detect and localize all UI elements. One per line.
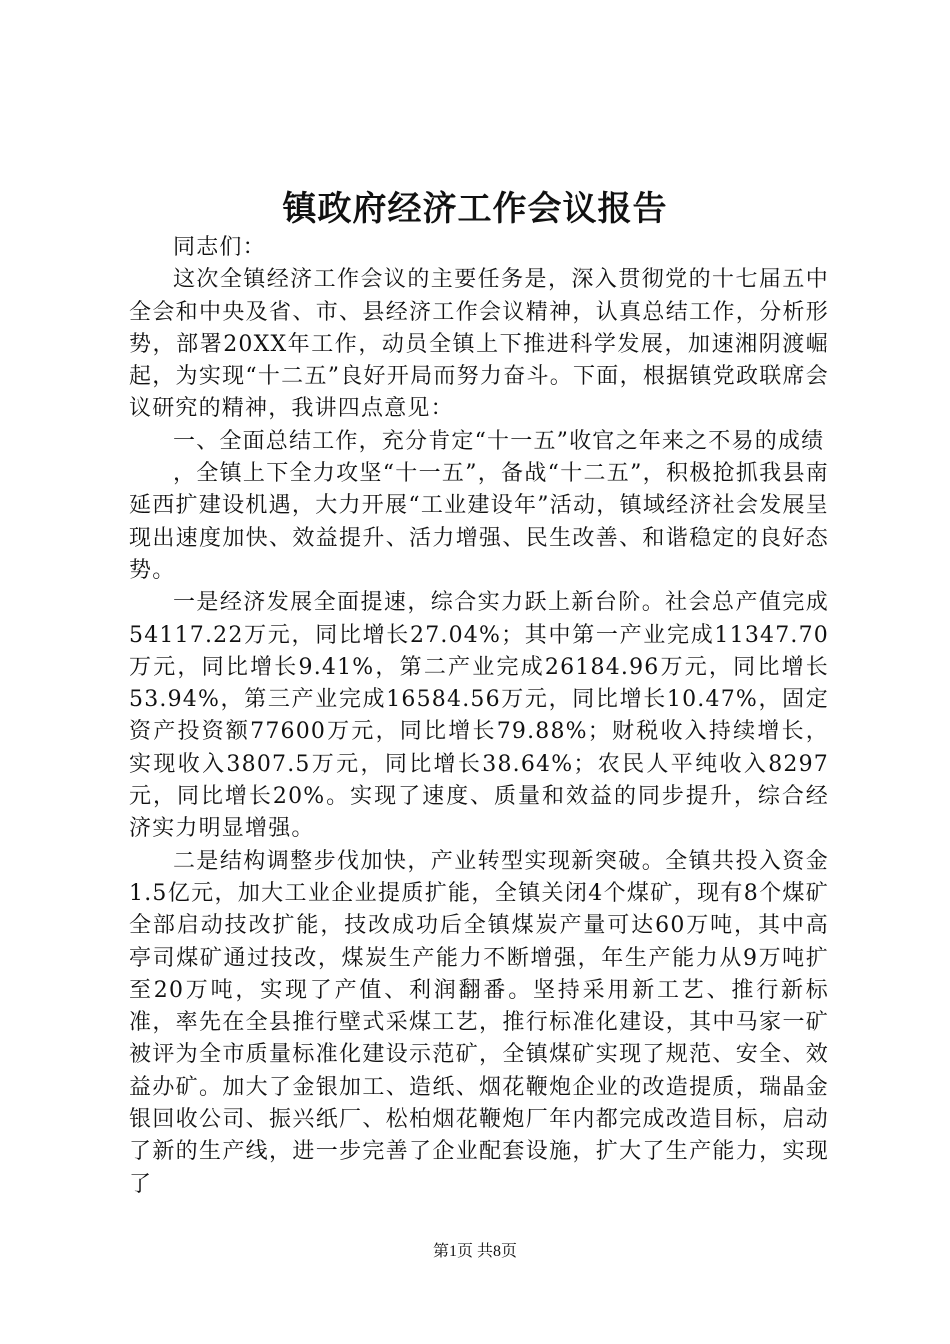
structure-paragraph: 二是结构调整步伐加快，产业转型实现新突破。全镇共投入资金1.5亿元，加大工业企业提质扩能，全镇关闭4个煤矿，现有8个煤矿全部启动技改扩能，技改成功后全镇煤炭产量可达60万吨，其中高亭司煤矿通过技改，煤炭生产能力不断增强，年生产能力从9万吨扩至20万吨，实现了产值、利润翻番。坚持采用新工艺、推行新标准，率先在全县推行壁式采煤工艺，推行标准化建设，其中马家一矿被评为全市质量标准化建设示范矿，全镇煤矿实现了规范、安全、效益办矿。加大了金银加工、造纸、烟花鞭炮企业的改造提质，瑞晶金银回收公司、振兴纸厂、松柏烟花鞭炮厂年内都完成改造目标，启动了新的生产线，进一步完善了企业配套设施，扩大了生产能力，实现了: [129, 848, 829, 1197]
page-footer: 第1页 共8页: [432, 1243, 517, 1260]
summary-paragraph: ，全镇上下全力攻坚“十一五”，备战“十二五”，积极抢抓我县南延西扩建设机遇，大力开展“工业建设年”活动，镇域经济社会发展呈现出速度加快、效益提升、活力增强、民生改善、和谐稳定的良好态势。: [129, 461, 829, 583]
intro-paragraph: 这次全镇经济工作会议的主要任务是，深入贯彻党的十七届五中全会和中央及省、市、县经济工作会议精神，认真总结工作，分析形势，部署20XX年工作，动员全镇上下推进科学发展，加速湘阴渡崛起，为实现“十二五”良好开局而努力奋斗。下面，根据镇党政联席会议研究的精神，我讲四点意见：: [129, 267, 829, 422]
economy-paragraph: 一是经济发展全面提速，综合实力跃上新台阶。社会总产值完成54117.22万元，同比增长27.04%；其中第一产业完成11347.70万元，同比增长9.41%，第二产业完成26184.96万元，同比增长53.94%，第三产业完成16584.56万元，同比增长10.47%，固定资产投资额77600万元，同比增长79.88%；财税收入持续增长，实现收入3807.5万元，同比增长38.64%；农民人平纯收入8297元，同比增长20%。实现了速度、质量和效益的同步提升，综合经济实力明显增强。: [129, 590, 829, 842]
salutation-paragraph: 同志们：: [173, 235, 266, 260]
document-body: [129, 232, 829, 1201]
document-title: 镇政府经济工作会议报告: [282, 189, 668, 229]
section-heading-1: 一、全面总结工作，充分肯定“十一五”收官之年来之不易的成绩: [173, 428, 825, 454]
